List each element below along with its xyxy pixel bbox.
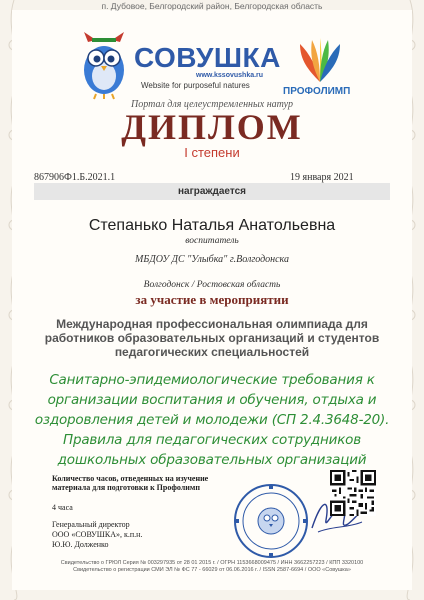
recipient-organization: МБДОУ ДС "Улыбка" г.Волгодонска bbox=[135, 254, 289, 265]
portal-text: Портал для целеустремленных натур bbox=[131, 99, 293, 110]
hours-value: 4 часа bbox=[52, 503, 73, 512]
footer-line-1: Свидетельство о ГРЮЛ Серия № 003297935 от 28 01 2015 г. / ОГРН 1153668009475 / ИНН 3662257223 / КПП 3320100 bbox=[60, 560, 364, 566]
recipient-city: Волгодонск / Ростовская область bbox=[143, 280, 281, 290]
director-name: Ю.Ю. Долженко bbox=[52, 540, 109, 549]
company-seal-icon bbox=[232, 482, 310, 560]
brand-name: СОВУШКА bbox=[134, 42, 281, 73]
degree-label: I степени bbox=[184, 145, 240, 160]
director-title: Генеральный директор bbox=[52, 520, 130, 529]
registration-number: 867906Ф1.Б.2021.1 bbox=[34, 172, 116, 183]
olympiad-topic: Санитарно-эпидемиологические требования к организации воспитания и обучения, отдыха и оздоровления детей и молодежи (СП 2.4.3648-20). Правила для педагогических сотрудников дошкольных образовательных организаций bbox=[34, 372, 390, 468]
hours-label: Количество часов, отведенных на изучение материала для подготовки к Профолимп bbox=[52, 474, 209, 492]
profolimp-logo-icon bbox=[290, 36, 350, 86]
director-org: ООО «СОВУШКА», к.п.н. bbox=[52, 530, 143, 539]
qr-code-icon bbox=[330, 470, 376, 516]
owl-logo-icon bbox=[78, 30, 130, 100]
olympiad-title: Международная профессиональная олимпиада для работников образовательных организаций и студентов педагогических специальностей bbox=[44, 317, 380, 359]
diploma-title: ДИПЛОМ bbox=[121, 107, 303, 147]
location-line: п. Дубовое, Белгородский район, Белгородская область bbox=[101, 1, 323, 11]
brand-tagline: Website for purposeful natures bbox=[141, 81, 250, 90]
footer-legal bbox=[0, 560, 424, 573]
issue-date: 19 января 2021 bbox=[290, 172, 354, 183]
brand-url: www.kssovushka.ru bbox=[196, 72, 264, 79]
awarded-label: награждается bbox=[177, 186, 247, 197]
participation-label: за участие в мероприятии bbox=[135, 292, 289, 307]
footer-line-2: Свидетельство о регистрации СМИ ЭЛ № ФС 77 - 66029 от 06.06.2016 г. / ISSN 2587-6694 / ООО «Совушка» bbox=[73, 566, 351, 573]
recipient-position: воспитатель bbox=[185, 236, 239, 246]
director-block bbox=[52, 520, 142, 550]
profolimp-label: ПРОФОЛИМП bbox=[283, 86, 351, 97]
recipient-name: Степанько Наталья Анатольевна bbox=[88, 217, 336, 234]
